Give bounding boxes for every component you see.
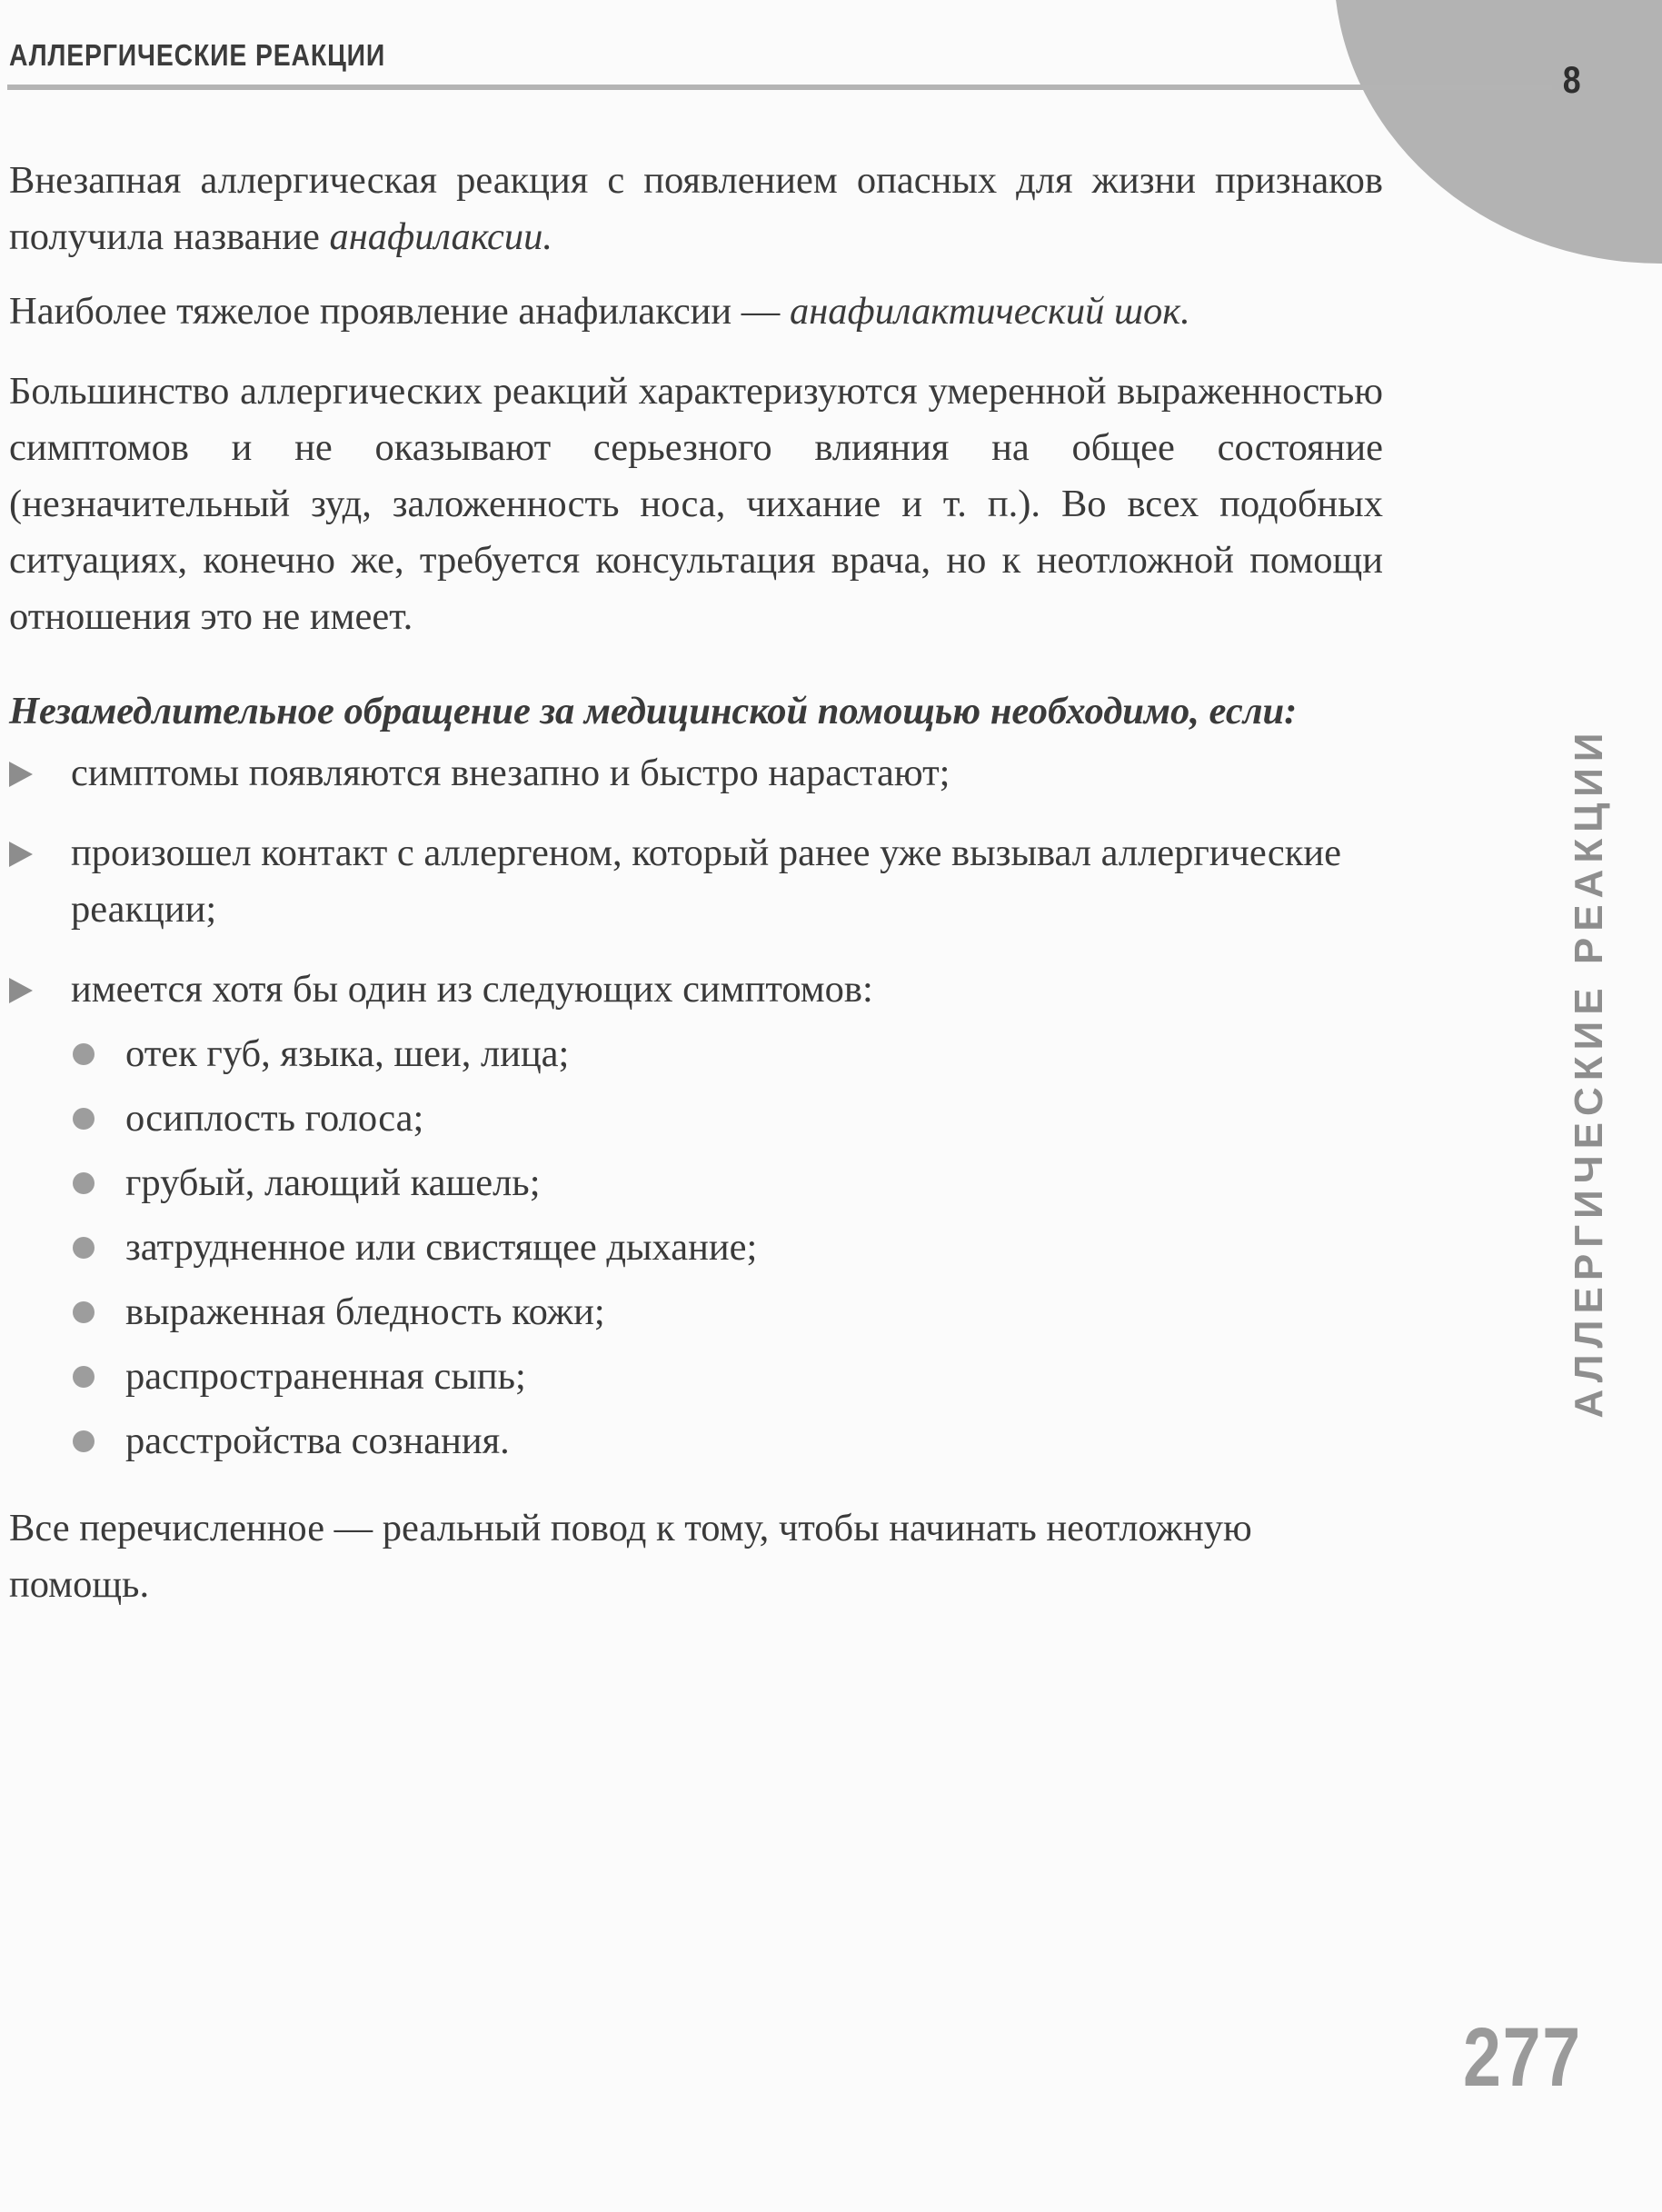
page-number: 277 — [1463, 2011, 1582, 2104]
header-rule — [7, 85, 1552, 90]
page-body — [9, 153, 1383, 1613]
running-title: АЛЛЕРГИЧЕСКИЕ РЕАКЦИИ — [9, 38, 386, 72]
paragraph-text: Наиболее тяжелое проявление анафилаксии — — [9, 290, 790, 333]
paragraph-anaphylaxis-definition — [9, 153, 1383, 265]
dot-bullet-icon — [73, 1043, 95, 1065]
list-item-text: имеется хотя бы один из следующих симптомов: — [71, 968, 873, 1011]
list-item-text: распространенная сыпь; — [125, 1355, 526, 1398]
chapter-number: 8 — [1562, 58, 1581, 101]
triangle-bullet-icon — [9, 762, 33, 787]
list-item-text: симптомы появляются внезапно и быстро нарастают; — [71, 752, 950, 794]
dot-bullet-icon — [73, 1366, 95, 1388]
emphasis-term: анафилактический шок. — [789, 290, 1190, 333]
emphasis-term: анафилаксии. — [329, 215, 553, 258]
list-item — [9, 1344, 1383, 1409]
list-item — [9, 962, 1383, 1473]
list-item-text: расстройства сознания. — [125, 1420, 510, 1462]
triangle-bullet-icon — [9, 842, 33, 867]
symptoms-list — [71, 1021, 1383, 1473]
side-chapter-title: АЛЛЕРГИЧЕСКИЕ РЕАКЦИИ — [1567, 726, 1611, 1419]
paragraph-anaphylactic-shock — [9, 284, 1383, 340]
chapter-corner-tab — [1334, 0, 1662, 264]
dot-bullet-icon — [73, 1172, 95, 1194]
triangle-bullet-icon — [9, 978, 33, 1003]
list-item — [9, 825, 1383, 938]
list-item — [9, 1409, 1383, 1473]
dot-bullet-icon — [73, 1301, 95, 1323]
list-item-text: отек губ, языка, шеи, лица; — [125, 1032, 570, 1075]
list-item — [9, 1021, 1383, 1086]
conditions-list — [9, 745, 1383, 1473]
list-item-text: затрудненное или свистящее дыхание; — [125, 1226, 758, 1269]
list-item — [9, 1151, 1383, 1215]
list-item — [9, 1280, 1383, 1344]
list-item-text: выраженная бледность кожи; — [125, 1290, 605, 1333]
list-item — [9, 1086, 1383, 1151]
paragraph-mild-reactions: Большинство аллергических реакций характеризуются умеренной выраженностью симптомов и не оказывают серьезного влияния на общее состояние (незначительный зуд, заложенность носа, чихание и т. п.). Во всех подобных ситуациях, конечно же, требуется консультация врача, но к неотложной помощи отношения это не имеет. — [9, 370, 1383, 638]
dot-bullet-icon — [73, 1108, 95, 1130]
dot-bullet-icon — [73, 1430, 95, 1452]
paragraph-text: Внезапная аллергическая реакция с появлением опасных для жизни признаков получила название — [9, 159, 1383, 258]
dot-bullet-icon — [73, 1237, 95, 1259]
list-item — [9, 1215, 1383, 1280]
list-item-text: осиплость голоса; — [125, 1097, 424, 1140]
paragraph-conclusion: Все перечисленное — реальный повод к тому, чтобы начинать неотложную помощь. — [9, 1507, 1252, 1606]
list-item-text: грубый, лающий кашель; — [125, 1161, 541, 1204]
urgent-help-lead: Незамедлительное обращение за медицинской помощью необходимо, если: — [9, 690, 1298, 732]
list-item — [9, 745, 1383, 802]
list-item-text: произошел контакт с аллергеном, который ранее уже вызывал аллергические реакции; — [71, 832, 1341, 931]
